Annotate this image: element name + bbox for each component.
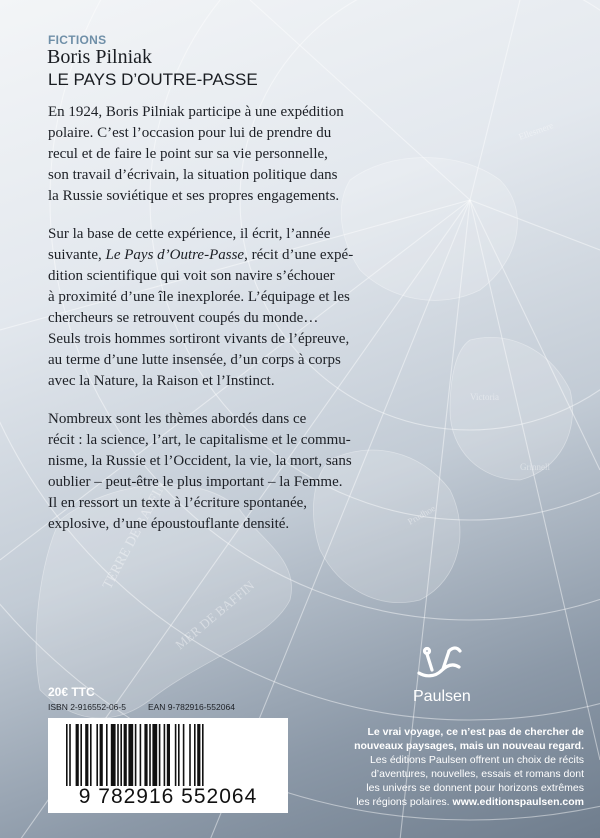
- map-label-ellesmere: Ellesmere: [517, 120, 555, 142]
- barcode-bar: [120, 724, 122, 786]
- synopsis-paragraph-1: [48, 102, 548, 207]
- barcode-bar: [149, 724, 151, 786]
- text-fragment: suivante,: [48, 247, 106, 263]
- barcode-bar: [144, 724, 147, 786]
- barcode-bar: [202, 724, 204, 786]
- text-line: [48, 245, 548, 266]
- text-fragment: les régions polaires.: [356, 796, 450, 808]
- text-line: Nombreux sont les thèmes abordés dans ce: [48, 411, 307, 427]
- barcode-bar: [178, 724, 180, 786]
- text-line: Il en ressort un texte à l’écriture spontanée,: [48, 495, 308, 511]
- publisher-name: Paulsen: [413, 688, 471, 705]
- text-fragment: , récit d’une expé-: [244, 247, 354, 263]
- barcode-bar: [100, 724, 103, 786]
- barcode-bar: [85, 724, 88, 786]
- synopsis: [48, 102, 548, 535]
- barcode-bar: [152, 724, 157, 786]
- map-label-mer-de-baffin: MER DE BAFFIN: [172, 577, 258, 653]
- text-line: d’aventures, nouvelles, essais et romans dont: [370, 768, 584, 780]
- book-title: LE PAYS D’OUTRE-PASSE: [48, 70, 258, 89]
- text-line: dition scientifique qui voit son navire s’échouer: [48, 268, 335, 284]
- barcode-bar: [197, 724, 200, 786]
- text-line: Les éditions Paulsen offrent un choix de récits: [369, 754, 584, 766]
- map-label-prudhoe: Prudhoe: [406, 503, 437, 527]
- barcode-bar: [189, 724, 191, 786]
- ean-number: EAN 9-782916-552064: [147, 702, 235, 712]
- barcode-bar: [194, 724, 196, 786]
- text-line: En 1924, Boris Pilniak participe à une expédition: [48, 104, 344, 120]
- text-line: les univers se donnent pour horizons extrêmes: [366, 782, 584, 794]
- text-line: la Russie soviétique et ses propres engagements.: [48, 188, 340, 204]
- barcode-bar: [76, 724, 79, 786]
- map-label-victoria: Victoria: [470, 392, 499, 402]
- text-line: chercheurs se retrouvent coupés du monde…: [48, 310, 319, 326]
- map-label-grinnell: Grinnell: [520, 462, 550, 472]
- barcode-bar: [140, 724, 142, 786]
- website-link[interactable]: www.editionspaulsen.com: [452, 796, 584, 808]
- barcode-bars: [66, 724, 270, 786]
- text-line: au terme d’une lutte insensée, d’un corps à corps: [48, 352, 341, 368]
- isbn-number: ISBN 2-916552-06-5: [48, 702, 126, 712]
- barcode-bar: [128, 724, 133, 786]
- paulsen-logo-icon: [405, 643, 479, 687]
- publisher-blurb: [314, 753, 584, 809]
- text-line: Le vrai voyage, ce n’est pas de chercher de: [367, 726, 584, 738]
- synopsis-paragraph-2: [48, 224, 548, 392]
- series-label: FICTIONS: [48, 33, 107, 47]
- text-line: recul et de faire le point sur sa vie personnelle,: [48, 146, 328, 162]
- barcode-bar: [96, 724, 98, 786]
- text-line: polaire. C’est l’occasion pour lui de prendre du: [48, 125, 332, 141]
- text-line: à proximité d’une île inexplorée. L’équipage et les: [48, 289, 350, 305]
- barcode-bar: [69, 724, 71, 786]
- text-line: son travail d’écrivain, la situation politique dans: [48, 167, 338, 183]
- barcode-bar: [135, 724, 137, 786]
- barcode-bar: [106, 724, 108, 786]
- text-line: récit : la science, l’art, le capitalisme et le commu-: [48, 432, 351, 448]
- barcode-bar: [164, 724, 166, 786]
- text-line: nouveaux paysages, mais un nouveau regard.: [354, 740, 584, 752]
- isbn-row: [48, 702, 235, 712]
- synopsis-paragraph-3: [48, 409, 548, 535]
- barcode-bar: [66, 724, 68, 786]
- price-label: 20€ TTC: [48, 685, 95, 699]
- barcode-bar: [124, 724, 127, 786]
- text-line: nisme, la Russie et l’Occident, la vie, la mort, sans: [48, 453, 352, 469]
- book-title-italic: Le Pays d’Outre-Passe: [105, 247, 245, 263]
- publisher-quote: [314, 725, 584, 753]
- barcode-bar: [111, 724, 116, 786]
- barcode-bar: [159, 724, 161, 786]
- barcode-bar: [80, 724, 82, 786]
- text-line: avec la Nature, la Raison et l’Instinct.: [48, 373, 275, 389]
- text-line: [314, 795, 584, 809]
- text-line: Sur la base de cette expérience, il écrit, l’année: [48, 226, 331, 242]
- author-name: Boris Pilniak: [47, 46, 153, 68]
- text-line: Seuls trois hommes sortiront vivants de l’épreuve,: [48, 331, 350, 347]
- barcode-digits: 9 782916 552064: [78, 785, 258, 808]
- barcode: [48, 718, 288, 813]
- barcode-bar: [175, 724, 177, 786]
- barcode-bar: [117, 724, 119, 786]
- text-line: oublier – peut-être le plus important – la Femme.: [48, 474, 343, 490]
- map-label-terre-de-baffin: TERRE DE BAFFIN: [100, 479, 170, 592]
- barcode-bar: [183, 724, 185, 786]
- text-line: explosive, d’une époustouflante densité.: [48, 516, 290, 532]
- barcode-bar: [167, 724, 170, 786]
- barcode-bar: [90, 724, 92, 786]
